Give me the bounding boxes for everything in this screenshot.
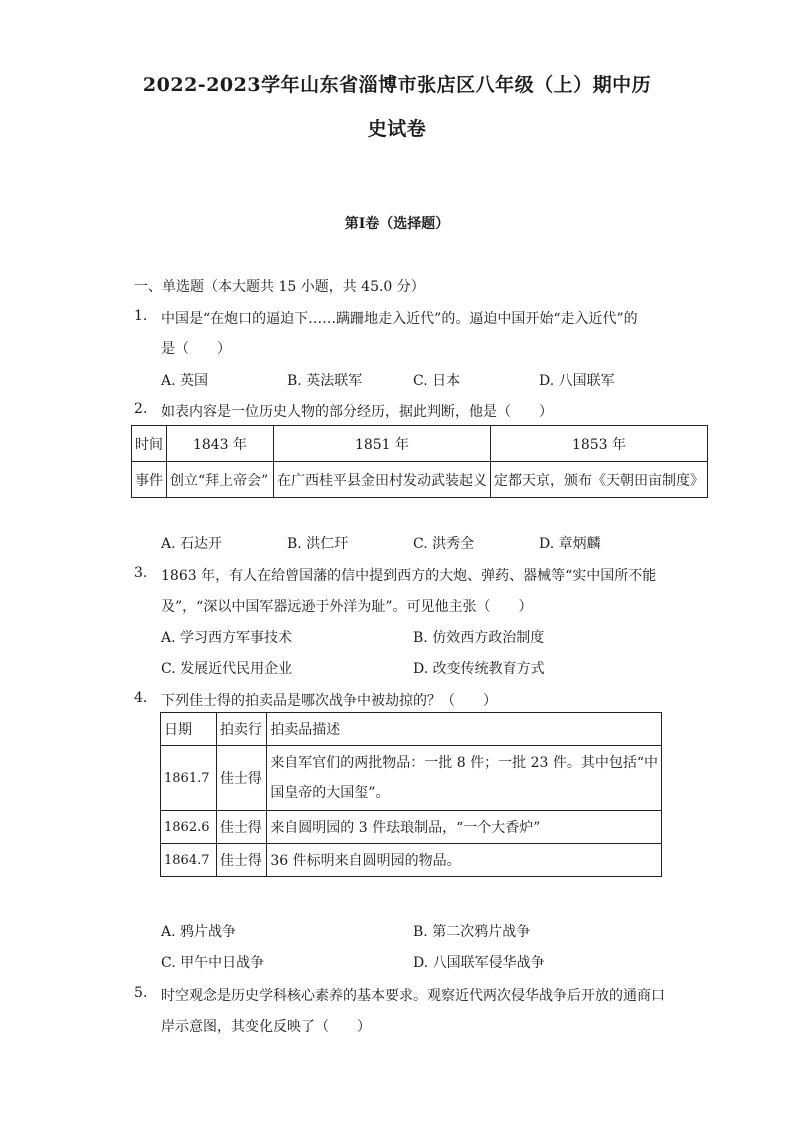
question-5-number: 5.	[134, 985, 148, 1001]
table-cell: 36 件标明来自圆明园的物品。	[267, 844, 662, 877]
table-row	[161, 713, 662, 746]
question-3-number: 3.	[134, 565, 148, 581]
exam-title-line2: 史试卷	[367, 118, 427, 140]
table-cell: 佳士得	[216, 811, 266, 844]
question-4-number: 4.	[134, 690, 148, 706]
table-row	[132, 462, 708, 498]
q1-option-d: D. 八国联军	[539, 373, 615, 389]
table-cell: 来自圆明园的 3 件珐琅制品，“一个大香炉”	[267, 811, 662, 844]
question-5-text-cont: 岸示意图，其变化反映了（ ）	[161, 1019, 371, 1035]
question-4-text: 下列佳士得的拍卖品是哪次战争中被劫掠的？（ ）	[161, 693, 497, 709]
table-cell: 创立“拜上帝会”	[167, 462, 274, 498]
table-cell: 1862.6	[161, 811, 217, 844]
table-cell: 拍卖行	[216, 713, 266, 746]
table-cell: 在广西桂平县金田村发动武装起义	[274, 462, 491, 498]
table-row	[161, 811, 662, 844]
q4-option-b: B. 第二次鸦片战争	[413, 924, 531, 940]
q2-option-a: A. 石达开	[161, 536, 223, 552]
question-3-text-cont: 及”，“深以中国军器远逊于外洋为耻”。可见他主张（ ）	[161, 599, 533, 615]
q1-option-a: A. 英国	[161, 373, 209, 389]
table-cell: 1843 年	[167, 426, 274, 462]
table-cell: 1861.7	[161, 746, 217, 811]
question-5-text: 时空观念是历史学科核心素养的基本要求。观察近代两次侵华战争后开放的通商口	[161, 988, 665, 1004]
table-row	[132, 426, 708, 462]
q1-option-b: B. 英法联军	[287, 373, 363, 389]
table-cell: 佳士得	[216, 844, 266, 877]
table-cell: 1851 年	[274, 426, 491, 462]
question-2-table	[131, 425, 708, 498]
table-cell: 时间	[132, 426, 167, 462]
q4-option-c: C. 甲午中日战争	[161, 955, 265, 971]
table-cell: 定都天京，颁布《天朝田亩制度》	[491, 462, 708, 498]
q1-option-c: C. 日本	[413, 373, 461, 389]
question-4-table	[160, 712, 662, 877]
question-1-number: 1.	[134, 308, 148, 324]
question-1-text: 中国是“在炮口的逼迫下……蹒跚地走入近代”的。逼迫中国开始“走入近代”的	[161, 311, 638, 327]
q3-option-d: D. 改变传统教育方式	[413, 661, 545, 677]
q4-option-a: A. 鸦片战争	[161, 924, 237, 940]
table-cell: 拍卖品描述	[267, 713, 662, 746]
part-heading: 一、单选题（本大题共 15 小题，共 45.0 分）	[134, 279, 425, 295]
q3-option-b: B. 仿效西方政治制度	[413, 630, 545, 646]
table-cell: 1864.7	[161, 844, 217, 877]
cell-text-line: 国皇帝的大国玺”。	[270, 785, 390, 801]
exam-title-line1: 2022-2023学年山东省淄博市张店区八年级（上）期中历	[142, 74, 652, 96]
table-row	[161, 844, 662, 877]
question-2-text: 如表内容是一位历史人物的部分经历，据此判断，他是（ ）	[161, 404, 553, 420]
table-cell: 佳士得	[216, 746, 266, 811]
question-2-number: 2.	[134, 401, 148, 417]
q2-option-b: B. 洪仁玕	[287, 536, 349, 552]
table-cell: 事件	[132, 462, 167, 498]
q3-option-a: A. 学习西方军事技术	[161, 630, 293, 646]
section-title: 第I卷（选择题）	[344, 216, 450, 232]
table-row	[161, 746, 662, 811]
question-1-text-cont: 是（ ）	[161, 341, 231, 357]
table-cell: 日期	[161, 713, 217, 746]
q2-option-d: D. 章炳麟	[539, 536, 601, 552]
q4-option-d: D. 八国联军侵华战争	[413, 955, 545, 971]
cell-text-line: 来自军官们的两批物品：一批 8 件；一批 23 件。其中包括“中	[270, 755, 658, 771]
question-3-text: 1863 年，有人在给曾国藩的信中提到西方的大炮、弹药、器械等“实中国所不能	[161, 568, 657, 584]
table-cell: 1853 年	[491, 426, 708, 462]
q2-option-c: C. 洪秀全	[413, 536, 475, 552]
table-cell	[267, 746, 662, 811]
q3-option-c: C. 发展近代民用企业	[161, 661, 293, 677]
